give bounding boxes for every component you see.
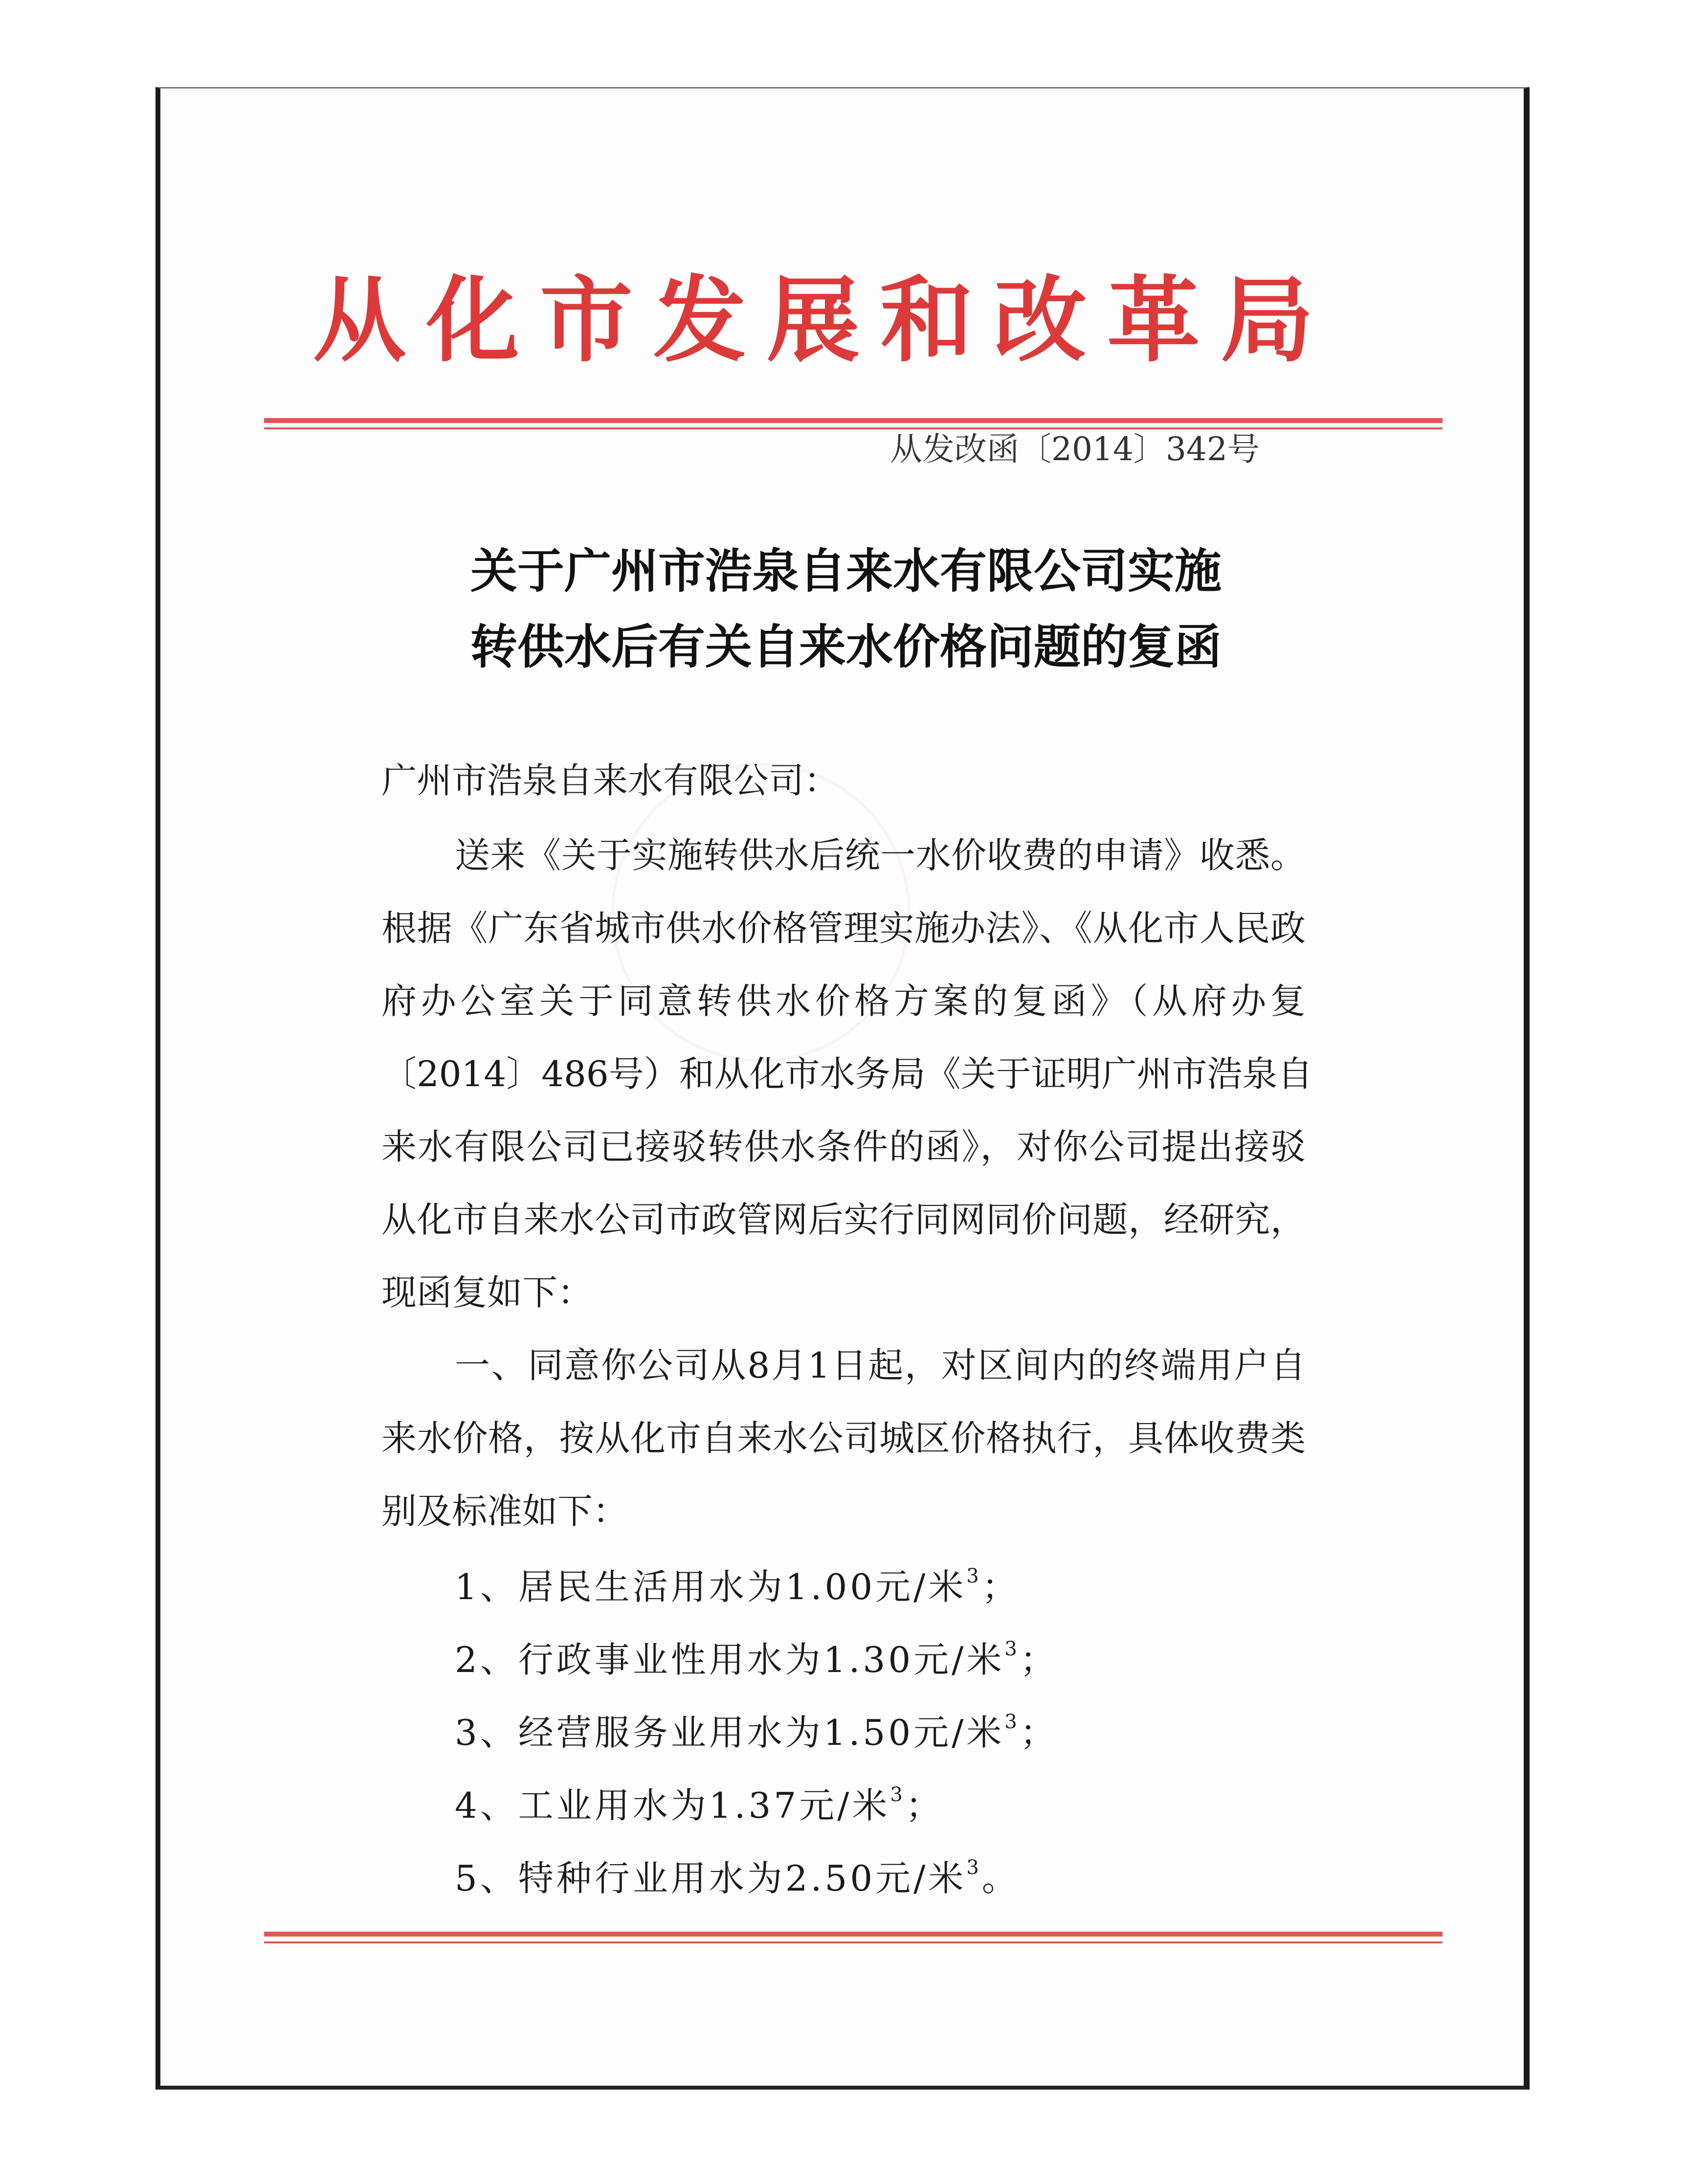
- price-item-text: 5、特种行业用水为2.50元/米: [455, 1858, 967, 1899]
- para1-line: 送来《关于实施转供水后统一水价收费的申请》收悉。: [455, 835, 1306, 876]
- price-item-end: ；: [981, 1566, 1020, 1607]
- price-item-end: ；: [905, 1785, 944, 1826]
- unit-superscript: 3: [1004, 1711, 1020, 1733]
- price-item-end: ；: [1020, 1639, 1058, 1680]
- para1-line: 来水有限公司已接驳转供水条件的函》，对你公司提出接驳: [381, 1126, 1306, 1167]
- footer-red-rule-thin: [264, 1941, 1443, 1943]
- document-number: 从发改函〔2014〕342号: [890, 430, 1260, 468]
- unit-superscript: 3: [966, 1856, 982, 1879]
- header-red-rule-thick: [264, 418, 1443, 423]
- para1-line: 现函复如下：: [381, 1272, 593, 1313]
- price-item-end: ；: [1020, 1712, 1058, 1753]
- price-item: [455, 1711, 1058, 1753]
- agency-letterhead: 从化市发展和改革局: [313, 266, 1334, 375]
- para1-line: 府办公室关于同意转供水价格方案的复函》（从府办复: [381, 981, 1306, 1022]
- footer-red-rule-thick: [264, 1932, 1443, 1937]
- para2-line: 别及标准如下：: [381, 1491, 628, 1532]
- para1-line: 根据《广东省城市供水价格管理实施办法》、《从化市人民政: [381, 908, 1306, 949]
- price-item-text: 3、经营服务业用水为1.50元/米: [455, 1712, 1005, 1753]
- unit-superscript: 3: [890, 1783, 906, 1806]
- document-title-line-2: 转供水后有关自来水价格问题的复函: [470, 620, 1222, 674]
- unit-superscript: 3: [1004, 1638, 1020, 1660]
- unit-superscript: 3: [966, 1565, 982, 1587]
- price-item-text: 4、工业用水为1.37元/米: [455, 1785, 890, 1826]
- price-item: [455, 1566, 1020, 1605]
- price-item: [455, 1638, 1058, 1680]
- document-title-line-1: 关于广州市浩泉自来水有限公司实施: [470, 544, 1222, 599]
- price-item: [455, 1783, 944, 1826]
- header-red-rule-thin: [264, 427, 1443, 429]
- price-item-text: 1、居民生活用水为1.00元/米: [455, 1566, 967, 1607]
- price-item-text: 2、行政事业性用水为1.30元/米: [455, 1639, 1005, 1680]
- para2-line: 来水价格，按从化市自来水公司城区价格执行，具体收费类: [381, 1418, 1306, 1459]
- para1-line: 〔2014〕486号）和从化市水务局《关于证明广州市浩泉自: [381, 1053, 1313, 1094]
- addressee: 广州市浩泉自来水有限公司：: [381, 760, 840, 801]
- price-item: [455, 1856, 1020, 1899]
- para1-line: 从化市自来水公司市政管网后实行同网同价问题，经研究，: [381, 1199, 1306, 1240]
- para2-line: 一、同意你公司从8月1日起，对区间内的终端用户自: [455, 1345, 1306, 1386]
- price-item-end: 。: [981, 1858, 1020, 1899]
